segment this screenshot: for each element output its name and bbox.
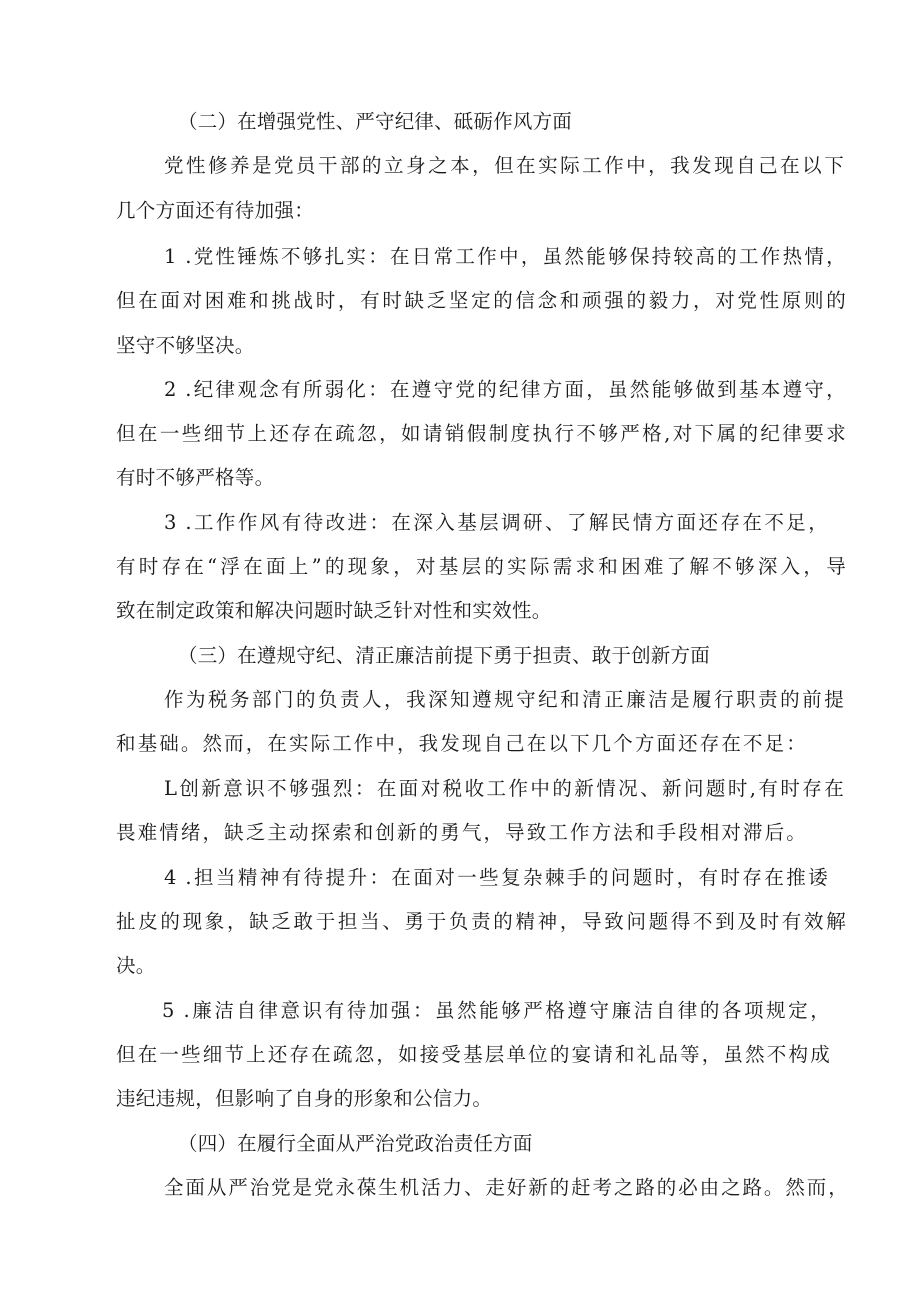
- list-item-2-line: 2 .纪律观念有所弱化：在遵守党的纪律方面，虽然能够做到基本遵守，: [164, 378, 846, 401]
- list-item-1-line: 坚守不够坚决。: [116, 334, 255, 357]
- list-item-5-line: 违纪违规，但影响了自身的形象和公信力。: [116, 1087, 493, 1110]
- list-item-l-line: 畏难情绪，缺乏主动探索和创新的勇气，导致工作方法和手段相对滞后。: [116, 821, 806, 844]
- paragraph-line: 和基础。然而，在实际工作中，我发现自己在以下几个方面还存在不足：: [116, 732, 806, 755]
- list-item-3-line: 致在制定政策和解决问题时缺乏针对性和实效性。: [116, 599, 552, 622]
- paragraph-line: 作为税务部门的负责人，我深知遵规守纪和清正廉洁是履行职责的前提: [164, 688, 844, 711]
- paragraph-line: 几个方面还有待加强：: [116, 199, 315, 222]
- list-item-l-line: L创新意识不够强烈：在面对税收工作中的新情况、新问题时,有时存在: [164, 777, 844, 800]
- list-item-2-line: 但在一些细节上还存在疏忽，如请销假制度执行不够严格,对下属的纪律要求: [116, 422, 846, 445]
- section-heading-4: （四）在履行全面从严治党政治责任方面: [178, 1132, 533, 1155]
- list-item-3-line: 有时存在“浮在面上”的现象，对基层的实际需求和困难了解不够深入，导: [116, 555, 846, 578]
- list-item-4-line: 4 .担当精神有待提升：在面对一些复杂棘手的问题时，有时存在推诿: [164, 866, 828, 889]
- paragraph-line: 党性修养是党员干部的立身之本，但在实际工作中，我发现自己在以下: [164, 154, 844, 177]
- list-item-2-line: 有时不够严格等。: [116, 466, 275, 489]
- list-item-5-line: 5 .廉洁自律意识有待加强：虽然能够严格遵守廉洁自律的各项规定，: [162, 999, 830, 1022]
- paragraph-line: 全面从严治党是党永葆生机活力、走好新的赶考之路的必由之路。然而，: [164, 1176, 848, 1199]
- section-heading-2: （二）在增强党性、严守纪律、砥砺作风方面: [178, 110, 573, 133]
- section-heading-3: （三）在遵规守纪、清正廉洁前提下勇于担责、敢于创新方面: [178, 644, 710, 667]
- list-item-1-line: 但在面对困难和挑战时，有时缺乏坚定的信念和顽强的毅力，对党性原则的: [116, 289, 846, 312]
- list-item-1-line: 1 .党性锤炼不够扎实：在日常工作中，虽然能够保持较高的工作热情，: [164, 245, 846, 268]
- list-item-4-line: 决。: [116, 954, 156, 977]
- list-item-4-line: 扯皮的现象，缺乏敢于担当、勇于负责的精神，导致问题得不到及时有效解: [116, 910, 846, 933]
- list-item-3-line: 3 .工作作风有待改进：在深入基层调研、了解民情方面还存在不足，: [164, 511, 828, 534]
- list-item-5-line: 但在一些细节上还存在疏忽，如接受基层单位的宴请和礼品等，虽然不构成: [116, 1043, 830, 1066]
